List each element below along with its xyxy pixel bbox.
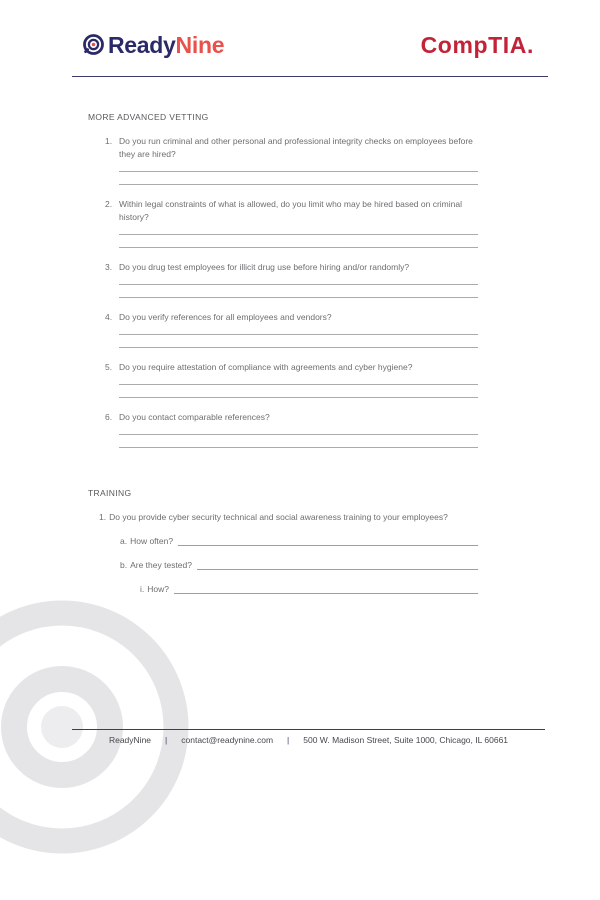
sub-answer-blank-line bbox=[178, 545, 478, 546]
answer-blank-line bbox=[119, 284, 478, 285]
question-block bbox=[88, 261, 478, 298]
footer-brand: ReadyNine bbox=[108, 735, 152, 745]
section-title: MORE ADVANCED VETTING bbox=[88, 112, 209, 122]
sub-question-label: b. bbox=[120, 560, 128, 570]
answer-blank-line bbox=[119, 334, 478, 335]
question-number: 4. bbox=[105, 312, 113, 322]
question-row bbox=[105, 411, 478, 424]
page-footer bbox=[72, 735, 545, 745]
question-text: Within legal constraints of what is allowed, do you limit who may be hired based on criminal history? bbox=[119, 199, 462, 222]
sub-question-label: i. bbox=[140, 584, 145, 594]
sub-question-row bbox=[120, 535, 478, 548]
answer-blank-line bbox=[119, 384, 478, 385]
question-row bbox=[105, 361, 478, 374]
sub-question-row bbox=[140, 583, 478, 596]
footer-divider bbox=[72, 729, 545, 730]
question-number: 5. bbox=[105, 362, 113, 372]
sub-question-label: a. bbox=[120, 536, 128, 546]
question-text: Do you run criminal and other personal and professional integrity checks on employees before they are hired? bbox=[119, 136, 473, 159]
question-row bbox=[105, 311, 478, 324]
answer-blank-line bbox=[119, 434, 478, 435]
question-row bbox=[99, 511, 478, 524]
question-number: 3. bbox=[105, 262, 113, 272]
footer-separator: | bbox=[165, 735, 168, 745]
sub-question-text: Are they tested? bbox=[130, 560, 192, 570]
question-number: 1. bbox=[99, 512, 107, 522]
question-text: Do you require attestation of compliance with agreements and cyber hygiene? bbox=[119, 362, 413, 372]
page-header bbox=[0, 0, 600, 78]
sub-answer-blank-line bbox=[174, 593, 478, 594]
sub-question-text: How often? bbox=[130, 536, 174, 546]
section bbox=[88, 488, 478, 596]
answer-blank-line bbox=[119, 234, 478, 235]
answer-blank-line bbox=[119, 184, 478, 185]
question-text: Do you provide cyber security technical and social awareness training to your employees? bbox=[109, 512, 448, 522]
question-number: 1. bbox=[105, 136, 113, 146]
question-block bbox=[88, 361, 478, 398]
section bbox=[88, 112, 478, 448]
footer-address: 500 W. Madison Street, Suite 1000, Chicago, IL 60661 bbox=[303, 735, 509, 745]
section-title: TRAINING bbox=[88, 488, 132, 498]
readynine-target-icon bbox=[81, 33, 105, 57]
readynine-logo bbox=[81, 33, 224, 57]
watermark-readynine-icon bbox=[0, 560, 280, 900]
question-block bbox=[88, 198, 478, 248]
answer-blank-line bbox=[119, 397, 478, 398]
footer-email: contact@readynine.com bbox=[181, 735, 274, 745]
question-text: Do you drug test employees for illicit drug use before hiring and/or randomly? bbox=[119, 262, 410, 272]
sub-question-row bbox=[120, 559, 478, 572]
question-number: 2. bbox=[105, 199, 113, 209]
answer-blank-line bbox=[119, 447, 478, 448]
brand-nine: Nine bbox=[175, 32, 225, 58]
question-text: Do you contact comparable references? bbox=[119, 412, 270, 422]
answer-blank-line bbox=[119, 247, 478, 248]
comptia-logo: CompTIA. bbox=[420, 32, 534, 58]
brand-ready: Ready bbox=[108, 32, 176, 58]
questionnaire-body bbox=[88, 112, 478, 596]
sub-answer-blank-line bbox=[197, 569, 478, 570]
brand-wordmark bbox=[108, 33, 224, 57]
question-block bbox=[88, 411, 478, 448]
question-block bbox=[88, 511, 478, 596]
answer-blank-line bbox=[119, 297, 478, 298]
question-block bbox=[88, 311, 478, 348]
question-block bbox=[88, 135, 478, 185]
question-number: 6. bbox=[105, 412, 113, 422]
question-row bbox=[105, 135, 478, 161]
question-row bbox=[105, 198, 478, 224]
question-row bbox=[105, 261, 478, 274]
footer-separator: | bbox=[287, 735, 290, 745]
answer-blank-line bbox=[119, 347, 478, 348]
question-text: Do you verify references for all employees and vendors? bbox=[119, 312, 332, 322]
sub-question-text: How? bbox=[147, 584, 169, 594]
answer-blank-line bbox=[119, 171, 478, 172]
